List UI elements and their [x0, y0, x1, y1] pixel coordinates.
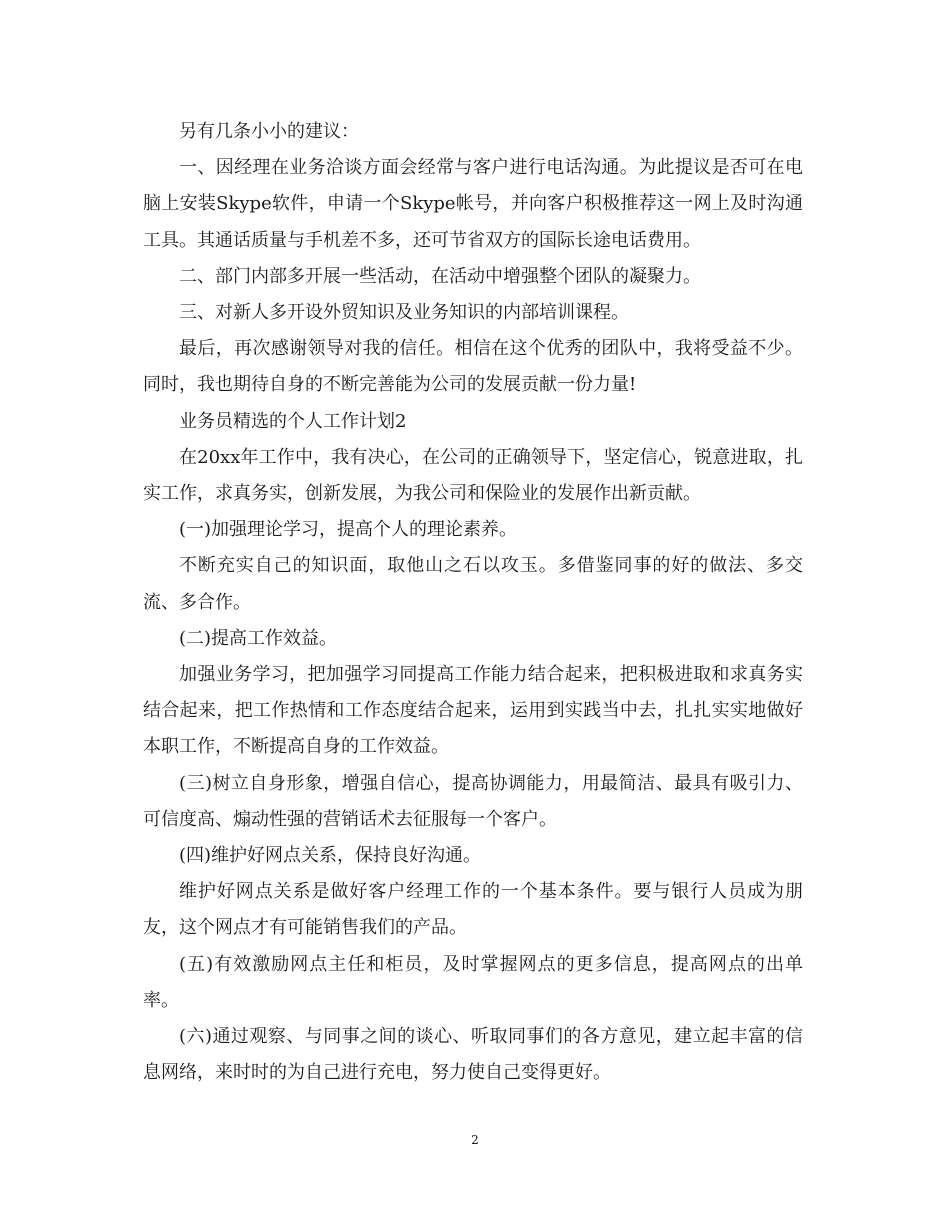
section-heading: 业务员精选的个人工作计划2 — [179, 410, 407, 432]
paragraph: 最后，再次感谢领导对我的信任。相信在这个优秀的团队中，我将受益不少。同时，我也期待自身的不断完善能为公司的发展贡献一份力量! — [143, 338, 803, 396]
paragraph: (四)维护好网点关系，保持良好沟通。 — [179, 845, 482, 867]
paragraph: 二、部门内部多开展一些活动，在活动中增强整个团队的凝聚力。 — [179, 265, 701, 287]
paragraph: 三、对新人多开设外贸知识及业务知识的内部培训课程。 — [179, 302, 629, 324]
paragraph: (二)提高工作效益。 — [179, 627, 338, 649]
paragraph: 一、因经理在业务洽谈方面会经常与客户进行电话沟通。为此提议是否可在电脑上安装Skype软件，申请一个Skype帐号，并向客户积极推荐这一网上及时沟通工具。其通话质量与手机差不多，还可节省双方的国际长途电话费用。 — [143, 157, 803, 251]
paragraph: (一)加强理论学习，提高个人的理论素养。 — [179, 519, 518, 541]
page-number: 2 — [471, 1133, 479, 1147]
paragraph: 维护好网点关系是做好客户经理工作的一个基本条件。要与银行人员成为朋友，这个网点才有可能销售我们的产品。 — [143, 881, 803, 939]
paragraph: 在20xx年工作中，我有决心，在公司的正确领导下，坚定信心，锐意进取，扎实工作，求真务实，创新发展，为我公司和保险业的发展作出新贡献。 — [143, 446, 803, 505]
paragraph: (三)树立自身形象，增强自信心，提高协调能力，用最简洁、最具有吸引力、可信度高、煽动性强的营销话术去征服每一个客户。 — [143, 772, 803, 830]
paragraph: 加强业务学习，把加强学习同提高工作能力结合起来，把积极进取和求真务实结合起来，把工作热情和工作态度结合起来，运用到实践当中去，扎扎实实地做好本职工作，不断提高自身的工作效益。 — [143, 664, 803, 758]
document-body — [143, 114, 803, 1091]
paragraph: (六)通过观察、与同事之间的谈心、听取同事们的各方意见，建立起丰富的信息网络，来时时的为自己进行充电，努力使自己变得更好。 — [143, 1026, 803, 1084]
paragraph: 不断充实自己的知识面，取他山之石以攻玉。多借鉴同事的好的做法、多交流、多合作。 — [143, 555, 803, 613]
paragraph: (五)有效激励网点主任和柜员，及时掌握网点的更多信息，提高网点的出单率。 — [143, 953, 803, 1011]
paragraph: 另有几条小小的建议： — [179, 121, 359, 142]
